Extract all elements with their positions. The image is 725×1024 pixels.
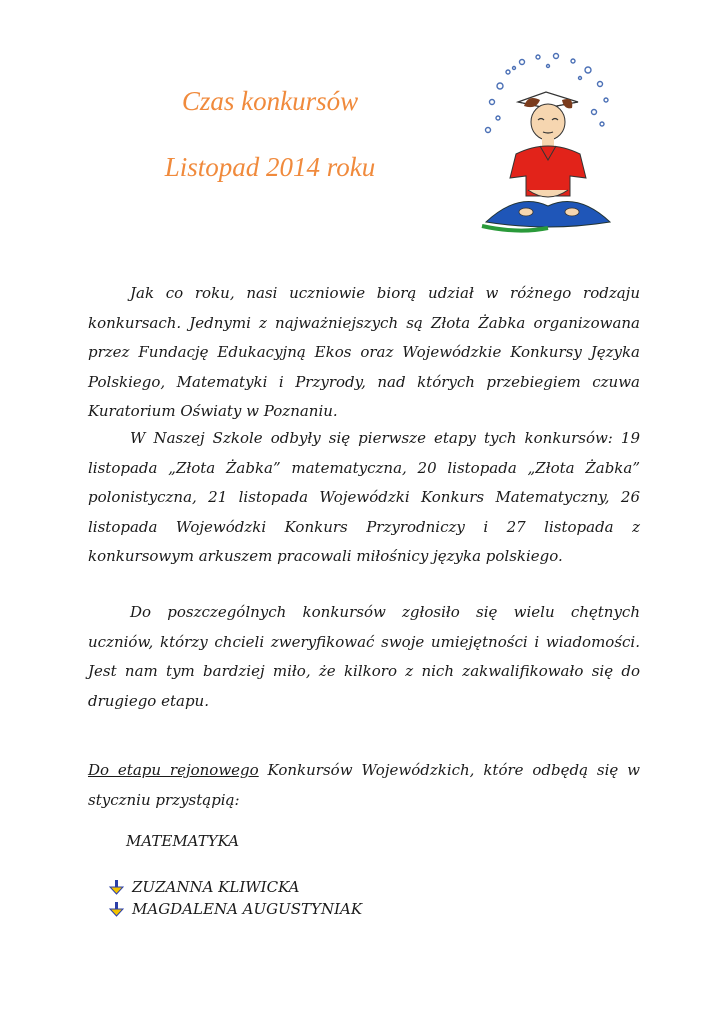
list-item — [108, 898, 362, 920]
results-paragraph — [88, 598, 640, 716]
regional-stage-text: Konkursów Wojewódzkich, które odbędą się w styczniu przystąpią: — [88, 761, 640, 809]
page-subtitle: Listopad 2014 roku — [164, 152, 376, 182]
regional-stage-paragraph — [88, 756, 640, 815]
intro-paragraph — [88, 279, 640, 427]
page-title: Czas konkursów — [181, 86, 359, 116]
subject-heading: MATEMATYKA — [126, 832, 240, 850]
list-item — [108, 876, 362, 898]
stages-paragraph — [88, 424, 640, 572]
intro-paragraph-text: Jak co roku, nasi uczniowie biorą udział w różnego rodzaju konkursach. Jednymi z najważniejszych są Złota Żabka organizowana przez Fundację Edukacyjną Ekos oraz Wojewódzkie Konkursy Języka Polskiego, Matematyki i Przyrody, nad których przebiegiem czuwa Kuratorium Oświaty w Poznaniu. — [88, 284, 640, 421]
results-paragraph-text: Do poszczególnych konkursów zgłosiło się wielu chętnych uczniów, którzy chcieli zweryfikować swoje umiejętności i wiadomości. Jest nam tym bardziej miło, że kilkoro z nich zakwalifikowało się do drugiego etapu. — [88, 603, 640, 710]
qualifier-name: MAGDALENA AUGUSTYNIAK — [132, 900, 363, 918]
stages-paragraph-text: W Naszej Szkole odbyły się pierwsze etapy tych konkursów: 19 listopada „Złota Żabka” matematyczna, 20 listopada „Złota Żabka” polonistyczna, 21 listopada Wojewódzki Konkurs Matematyczny, 26 listopada Wojewódzki Konkurs Przyrodniczy i 27 listopada z konkursowym arkuszem pracowali miłośnicy języka polskiego. — [88, 429, 640, 566]
arrow-bullet-icon — [108, 879, 124, 895]
qualifier-name: ZUZANNA KLIWICKA — [132, 878, 300, 896]
qualifier-list — [108, 876, 362, 920]
arrow-bullet-icon — [108, 901, 124, 917]
regional-stage-heading: Do etapu rejonowego — [88, 761, 259, 779]
meditating-reader-icon — [478, 50, 618, 235]
